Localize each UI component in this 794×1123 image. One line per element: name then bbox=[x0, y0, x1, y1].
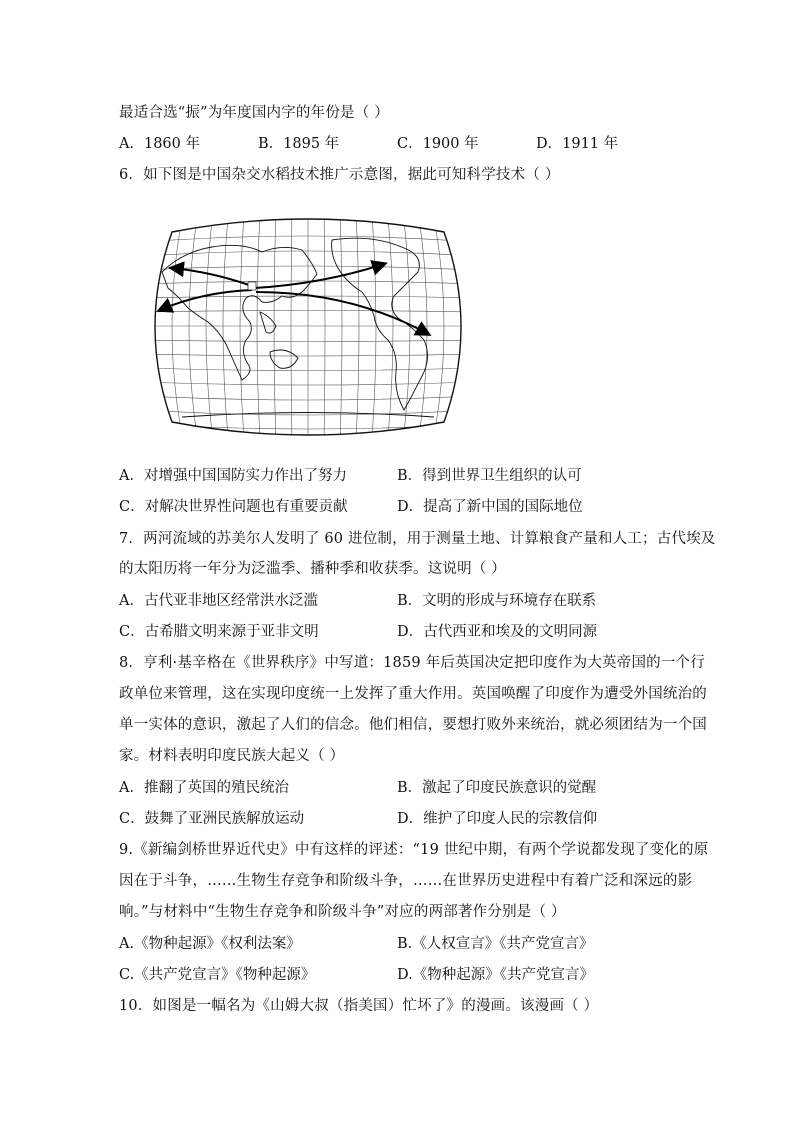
q7-stem-line-2: 的太阳历将一年分为泛滥季、播种季和收获季。这说明（ ） bbox=[119, 561, 507, 577]
q7-option-d[interactable]: D．古代西亚和埃及的文明同源 bbox=[397, 624, 598, 640]
q5-option-c[interactable]: C．1900 年 bbox=[397, 136, 479, 152]
q8-stem-line-2: 政单位来管理，这在实现印度统一上发挥了重大作用。英国唤醒了印度作为遭受外国统治的 bbox=[119, 686, 707, 702]
q9-stem-line-3: 响。”与材料中“生物生存竞争和阶级斗争”对应的两部著作分别是（ ） bbox=[119, 904, 566, 920]
q8-option-b[interactable]: B．激起了印度民族意识的觉醒 bbox=[397, 780, 597, 796]
q9-stem-line-2: 因在于斗争，……生物生存竞争和阶级斗争，……在世界历史进程中有着广泛和深远的影 bbox=[119, 873, 693, 889]
q9-option-b[interactable]: B.《人权宣言》《共产党宣言》 bbox=[397, 936, 594, 952]
world-map-figure bbox=[142, 212, 474, 442]
q7-stem-line-1: 7．两河流域的苏美尔人发明了 60 进位制，用于测量土地、计算粮食产量和人工；古代埃及 bbox=[119, 531, 716, 547]
q6-option-d[interactable]: D．提高了新中国的国际地位 bbox=[397, 499, 583, 515]
q8-option-c[interactable]: C．鼓舞了亚洲民族解放运动 bbox=[119, 811, 305, 827]
q8-stem-line-1: 8．亨利·基辛格在《世界秩序》中写道：1859 年后英国决定把印度作为大英帝国的一个行 bbox=[119, 655, 705, 671]
q5-stem-tail: 最适合选“振”为年度国内字的年份是（ ） bbox=[119, 105, 389, 121]
q6-option-a[interactable]: A．对增强中国国防实力作出了努力 bbox=[119, 468, 347, 484]
q6-stem: 6．如下图是中国杂交水稻技术推广示意图，据此可知科学技术（ ） bbox=[119, 167, 560, 183]
q7-option-c[interactable]: C．古希腊文明来源于亚非文明 bbox=[119, 624, 319, 640]
q5-option-d[interactable]: D．1911 年 bbox=[536, 136, 619, 152]
q8-stem-line-3: 单一实体的意识，激起了人们的信念。他们相信，要想打败外来统治，就必须团结为一个国 bbox=[119, 717, 707, 733]
q8-option-d[interactable]: D．维护了印度人民的宗教信仰 bbox=[397, 811, 598, 827]
q6-option-b[interactable]: B．得到世界卫生组织的认可 bbox=[397, 468, 582, 484]
q9-option-c[interactable]: C.《共产党宣言》《物种起源》 bbox=[119, 967, 316, 983]
q5-option-b[interactable]: B．1895 年 bbox=[258, 136, 340, 152]
q9-stem-line-1: 9.《新编剑桥世界近代史》中有这样的评述：“19 世纪中期，有两个学说都发现了变化的原 bbox=[119, 842, 709, 858]
q9-option-a[interactable]: A.《物种起源》《权利法案》 bbox=[119, 936, 301, 952]
q9-option-d[interactable]: D.《物种起源》《共产党宣言》 bbox=[397, 967, 594, 983]
q7-option-a[interactable]: A．古代亚非地区经常洪水泛滥 bbox=[119, 593, 318, 609]
q10-stem: 10．如图是一幅名为《山姆大叔（指美国）忙坏了》的漫画。该漫画（ ） bbox=[119, 998, 599, 1014]
q6-option-c[interactable]: C．对解决世界性问题也有重要贡献 bbox=[119, 499, 348, 515]
q8-stem-line-4: 家。材料表明印度民族大起义（ ） bbox=[119, 748, 345, 764]
q7-option-b[interactable]: B．文明的形成与环境存在联系 bbox=[397, 593, 597, 609]
q5-option-a[interactable]: A．1860 年 bbox=[119, 136, 200, 152]
q8-option-a[interactable]: A．推翻了英国的殖民统治 bbox=[119, 780, 289, 796]
